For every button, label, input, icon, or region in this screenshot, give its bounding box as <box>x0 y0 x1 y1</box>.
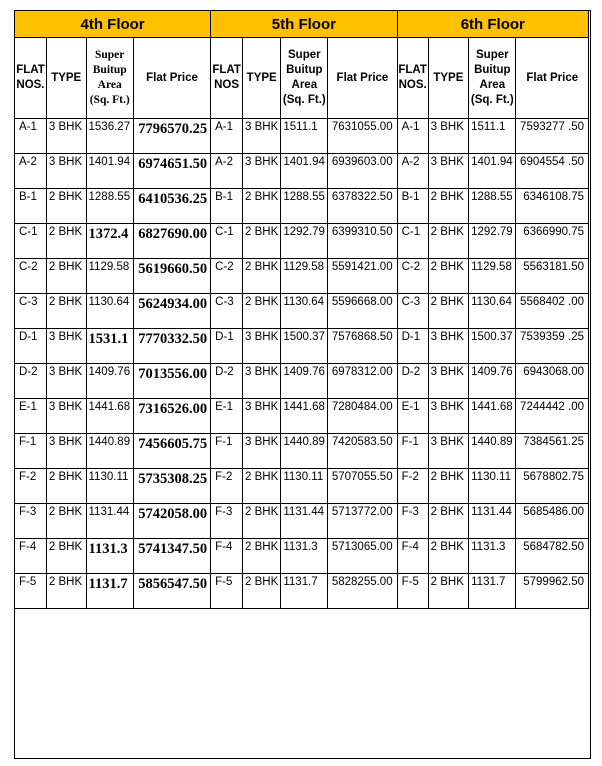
cell-f5-price: 5713772.00 <box>328 504 397 539</box>
col-type-6: TYPE <box>428 38 468 119</box>
table-row <box>15 434 589 469</box>
cell-f5-type: 3 BHK <box>243 329 281 364</box>
cell-f4-price: 7456605.75 <box>133 434 210 469</box>
table-row <box>15 539 589 574</box>
floor-4-header: 4th Floor <box>15 11 211 38</box>
cell-f4-flat: A-2 <box>15 154 47 189</box>
cell-f5-area: 1409.76 <box>281 364 328 399</box>
col-flat-nos-4: FLAT NOS. <box>15 38 47 119</box>
cell-f6-type: 2 BHK <box>428 224 468 259</box>
cell-f4-price: 5856547.50 <box>133 574 210 609</box>
cell-f5-flat: F-4 <box>211 539 243 574</box>
cell-f5-area: 1131.44 <box>281 504 328 539</box>
cell-f5-price: 5596668.00 <box>328 294 397 329</box>
cell-f5-flat: C-1 <box>211 224 243 259</box>
cell-f6-price: 5678802.75 <box>516 469 589 504</box>
cell-f5-type: 2 BHK <box>243 189 281 224</box>
cell-f6-area: 1511.1 <box>469 119 516 154</box>
cell-f5-flat: F-1 <box>211 434 243 469</box>
cell-f5-area: 1131.7 <box>281 574 328 609</box>
cell-f5-type: 2 BHK <box>243 259 281 294</box>
blank-area <box>15 588 590 758</box>
cell-f6-area: 1288.55 <box>469 189 516 224</box>
cell-f6-price: 7244442 .00 <box>516 399 589 434</box>
cell-f5-area: 1288.55 <box>281 189 328 224</box>
cell-f4-flat: A-1 <box>15 119 47 154</box>
cell-f5-price: 5713065.00 <box>328 539 397 574</box>
cell-f6-price: 5684782.50 <box>516 539 589 574</box>
column-header-row <box>15 38 589 119</box>
cell-f4-area: 1130.11 <box>86 469 133 504</box>
col-area-4: Super Buitup Area (Sq. Ft.) <box>86 38 133 119</box>
cell-f6-type: 2 BHK <box>428 574 468 609</box>
cell-f6-type: 3 BHK <box>428 119 468 154</box>
table-row <box>15 189 589 224</box>
cell-f6-price: 6943068.00 <box>516 364 589 399</box>
cell-f5-area: 1130.64 <box>281 294 328 329</box>
col-flat-nos-5: FLAT NOS <box>211 38 243 119</box>
cell-f6-price: 5685486.00 <box>516 504 589 539</box>
cell-f4-flat: F-4 <box>15 539 47 574</box>
col-price-5: Flat Price <box>328 38 397 119</box>
cell-f6-area: 1500.37 <box>469 329 516 364</box>
cell-f6-flat: A-1 <box>397 119 428 154</box>
cell-f6-flat: F-2 <box>397 469 428 504</box>
cell-f6-type: 3 BHK <box>428 399 468 434</box>
cell-f6-price: 7593277 .50 <box>516 119 589 154</box>
table-row <box>15 119 589 154</box>
col-area-6: Super Buitup Area (Sq. Ft.) <box>469 38 516 119</box>
col-type-5: TYPE <box>243 38 281 119</box>
cell-f6-type: 3 BHK <box>428 364 468 399</box>
cell-f5-flat: D-1 <box>211 329 243 364</box>
cell-f4-type: 2 BHK <box>46 504 86 539</box>
cell-f6-type: 2 BHK <box>428 189 468 224</box>
cell-f6-price: 6366990.75 <box>516 224 589 259</box>
cell-f5-type: 2 BHK <box>243 574 281 609</box>
cell-f6-flat: F-1 <box>397 434 428 469</box>
cell-f6-price: 5568402 .00 <box>516 294 589 329</box>
floor-6-header: 6th Floor <box>397 11 588 38</box>
cell-f6-flat: C-2 <box>397 259 428 294</box>
cell-f4-flat: F-5 <box>15 574 47 609</box>
cell-f6-flat: F-5 <box>397 574 428 609</box>
cell-f5-price: 7280484.00 <box>328 399 397 434</box>
cell-f5-flat: E-1 <box>211 399 243 434</box>
table-row <box>15 329 589 364</box>
cell-f4-type: 3 BHK <box>46 329 86 364</box>
cell-f4-flat: C-2 <box>15 259 47 294</box>
col-type-4: TYPE <box>46 38 86 119</box>
cell-f5-type: 2 BHK <box>243 224 281 259</box>
cell-f6-type: 2 BHK <box>428 294 468 329</box>
cell-f5-area: 1130.11 <box>281 469 328 504</box>
cell-f4-flat: B-1 <box>15 189 47 224</box>
table-row <box>15 294 589 329</box>
col-price-4: Flat Price <box>133 38 210 119</box>
col-flat-nos-6: FLAT NOS. <box>397 38 428 119</box>
cell-f6-area: 1441.68 <box>469 399 516 434</box>
cell-f4-type: 3 BHK <box>46 434 86 469</box>
cell-f5-price: 7420583.50 <box>328 434 397 469</box>
cell-f4-price: 6974651.50 <box>133 154 210 189</box>
price-sheet <box>14 10 591 759</box>
col-price-6: Flat Price <box>516 38 589 119</box>
cell-f6-flat: F-3 <box>397 504 428 539</box>
cell-f5-flat: C-3 <box>211 294 243 329</box>
cell-f4-area: 1130.64 <box>86 294 133 329</box>
cell-f4-type: 2 BHK <box>46 469 86 504</box>
cell-f4-area: 1131.7 <box>86 574 133 609</box>
cell-f5-flat: A-1 <box>211 119 243 154</box>
cell-f4-flat: F-1 <box>15 434 47 469</box>
cell-f5-price: 7631055.00 <box>328 119 397 154</box>
cell-f4-area: 1131.3 <box>86 539 133 574</box>
cell-f4-area: 1372.4 <box>86 224 133 259</box>
cell-f6-price: 7384561.25 <box>516 434 589 469</box>
cell-f6-flat: C-3 <box>397 294 428 329</box>
table-row <box>15 364 589 399</box>
cell-f5-area: 1440.89 <box>281 434 328 469</box>
cell-f5-price: 5707055.50 <box>328 469 397 504</box>
cell-f4-flat: C-3 <box>15 294 47 329</box>
flat-price-table <box>14 10 589 609</box>
cell-f5-type: 2 BHK <box>243 539 281 574</box>
cell-f4-area: 1531.1 <box>86 329 133 364</box>
cell-f6-flat: D-1 <box>397 329 428 364</box>
cell-f5-price: 7576868.50 <box>328 329 397 364</box>
cell-f6-flat: A-2 <box>397 154 428 189</box>
cell-f4-flat: D-2 <box>15 364 47 399</box>
cell-f4-area: 1440.89 <box>86 434 133 469</box>
cell-f4-price: 6410536.25 <box>133 189 210 224</box>
cell-f4-price: 7770332.50 <box>133 329 210 364</box>
cell-f6-flat: B-1 <box>397 189 428 224</box>
cell-f4-area: 1409.76 <box>86 364 133 399</box>
cell-f5-type: 3 BHK <box>243 434 281 469</box>
cell-f6-type: 3 BHK <box>428 434 468 469</box>
cell-f5-area: 1500.37 <box>281 329 328 364</box>
table-row <box>15 399 589 434</box>
cell-f4-area: 1536.27 <box>86 119 133 154</box>
cell-f6-area: 1130.11 <box>469 469 516 504</box>
cell-f5-type: 3 BHK <box>243 364 281 399</box>
col-area-5: Super Buitup Area (Sq. Ft.) <box>281 38 328 119</box>
cell-f5-area: 1441.68 <box>281 399 328 434</box>
cell-f4-price: 7796570.25 <box>133 119 210 154</box>
cell-f4-type: 2 BHK <box>46 294 86 329</box>
cell-f5-area: 1131.3 <box>281 539 328 574</box>
floor-5-header: 5th Floor <box>211 11 397 38</box>
cell-f4-area: 1401.94 <box>86 154 133 189</box>
cell-f4-price: 5619660.50 <box>133 259 210 294</box>
cell-f6-type: 2 BHK <box>428 259 468 294</box>
cell-f6-area: 1131.44 <box>469 504 516 539</box>
cell-f5-type: 3 BHK <box>243 154 281 189</box>
cell-f6-area: 1129.58 <box>469 259 516 294</box>
cell-f4-area: 1288.55 <box>86 189 133 224</box>
cell-f4-flat: C-1 <box>15 224 47 259</box>
table-row <box>15 224 589 259</box>
cell-f6-price: 7539359 .25 <box>516 329 589 364</box>
cell-f4-type: 2 BHK <box>46 259 86 294</box>
cell-f6-price: 5563181.50 <box>516 259 589 294</box>
cell-f4-price: 5742058.00 <box>133 504 210 539</box>
cell-f4-area: 1129.58 <box>86 259 133 294</box>
cell-f6-price: 6904554 .50 <box>516 154 589 189</box>
cell-f4-price: 5741347.50 <box>133 539 210 574</box>
floor-header-row <box>15 11 589 38</box>
cell-f6-area: 1131.3 <box>469 539 516 574</box>
cell-f6-type: 2 BHK <box>428 539 468 574</box>
cell-f4-type: 3 BHK <box>46 154 86 189</box>
cell-f6-price: 6346108.75 <box>516 189 589 224</box>
table-row <box>15 154 589 189</box>
cell-f5-price: 6378322.50 <box>328 189 397 224</box>
cell-f5-area: 1511.1 <box>281 119 328 154</box>
cell-f5-type: 2 BHK <box>243 504 281 539</box>
cell-f4-area: 1441.68 <box>86 399 133 434</box>
cell-f4-type: 2 BHK <box>46 224 86 259</box>
cell-f5-type: 2 BHK <box>243 294 281 329</box>
cell-f5-flat: D-2 <box>211 364 243 399</box>
cell-f5-area: 1292.79 <box>281 224 328 259</box>
cell-f6-type: 2 BHK <box>428 469 468 504</box>
cell-f6-area: 1292.79 <box>469 224 516 259</box>
cell-f5-type: 3 BHK <box>243 119 281 154</box>
cell-f5-flat: F-5 <box>211 574 243 609</box>
cell-f5-flat: C-2 <box>211 259 243 294</box>
cell-f6-area: 1130.64 <box>469 294 516 329</box>
cell-f6-flat: C-1 <box>397 224 428 259</box>
cell-f5-price: 5828255.00 <box>328 574 397 609</box>
cell-f5-price: 6978312.00 <box>328 364 397 399</box>
cell-f6-type: 2 BHK <box>428 504 468 539</box>
cell-f5-price: 6939603.00 <box>328 154 397 189</box>
cell-f5-flat: F-2 <box>211 469 243 504</box>
cell-f6-area: 1131.7 <box>469 574 516 609</box>
cell-f6-flat: E-1 <box>397 399 428 434</box>
cell-f4-area: 1131.44 <box>86 504 133 539</box>
cell-f4-flat: F-3 <box>15 504 47 539</box>
cell-f5-flat: A-2 <box>211 154 243 189</box>
cell-f4-type: 2 BHK <box>46 189 86 224</box>
cell-f6-area: 1409.76 <box>469 364 516 399</box>
cell-f6-area: 1401.94 <box>469 154 516 189</box>
cell-f4-price: 5624934.00 <box>133 294 210 329</box>
cell-f6-flat: F-4 <box>397 539 428 574</box>
cell-f5-type: 2 BHK <box>243 469 281 504</box>
cell-f6-type: 3 BHK <box>428 329 468 364</box>
cell-f4-flat: F-2 <box>15 469 47 504</box>
cell-f4-type: 3 BHK <box>46 119 86 154</box>
table-row <box>15 259 589 294</box>
cell-f6-area: 1440.89 <box>469 434 516 469</box>
cell-f4-flat: D-1 <box>15 329 47 364</box>
cell-f5-area: 1401.94 <box>281 154 328 189</box>
cell-f4-type: 2 BHK <box>46 574 86 609</box>
cell-f4-price: 7316526.00 <box>133 399 210 434</box>
cell-f6-type: 3 BHK <box>428 154 468 189</box>
table-row <box>15 469 589 504</box>
cell-f4-flat: E-1 <box>15 399 47 434</box>
cell-f5-flat: B-1 <box>211 189 243 224</box>
cell-f5-price: 5591421.00 <box>328 259 397 294</box>
cell-f4-type: 2 BHK <box>46 539 86 574</box>
cell-f5-price: 6399310.50 <box>328 224 397 259</box>
cell-f4-type: 3 BHK <box>46 399 86 434</box>
cell-f4-type: 3 BHK <box>46 364 86 399</box>
cell-f4-price: 7013556.00 <box>133 364 210 399</box>
cell-f5-area: 1129.58 <box>281 259 328 294</box>
cell-f6-flat: D-2 <box>397 364 428 399</box>
cell-f5-type: 3 BHK <box>243 399 281 434</box>
cell-f5-flat: F-3 <box>211 504 243 539</box>
cell-f6-price: 5799962.50 <box>516 574 589 609</box>
cell-f4-price: 6827690.00 <box>133 224 210 259</box>
cell-f4-price: 5735308.25 <box>133 469 210 504</box>
table-row <box>15 504 589 539</box>
